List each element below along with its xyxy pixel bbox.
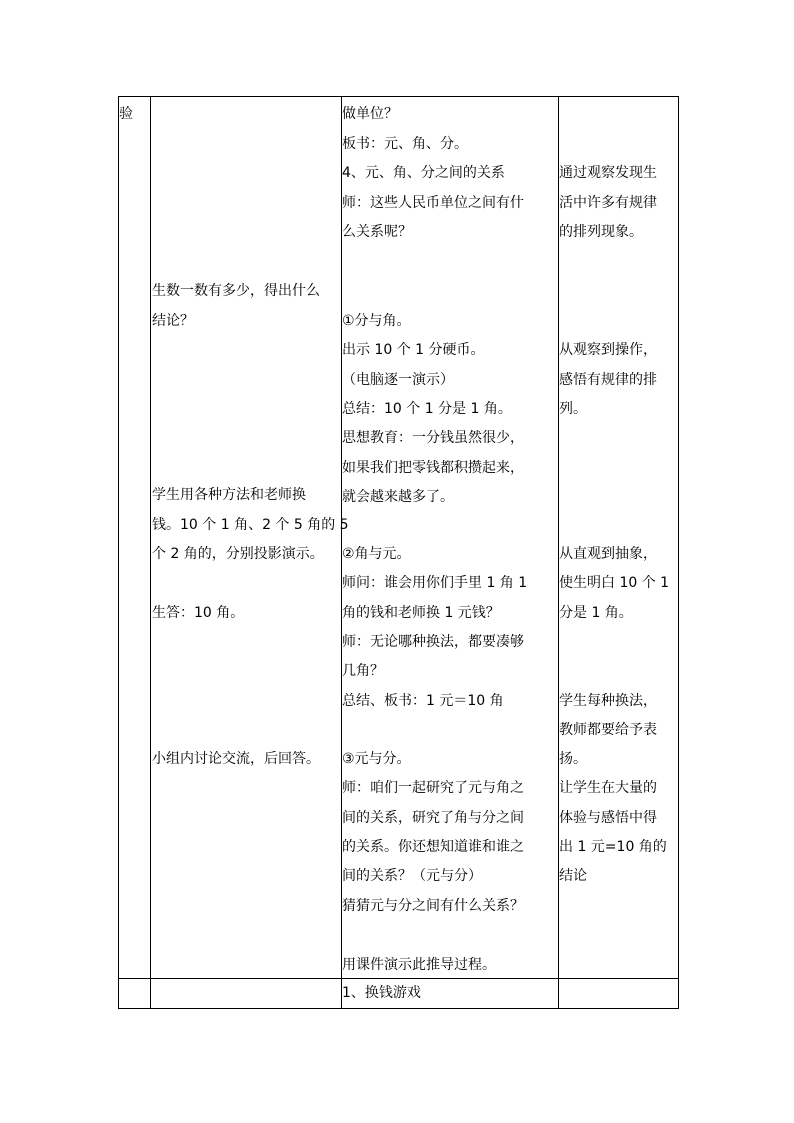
- student-activity-cell: [151, 97, 349, 979]
- design-intent-cell: [559, 979, 679, 1009]
- teacher-line: 师：咱们一起研究了元与角之: [342, 780, 524, 796]
- table-row: [119, 979, 679, 1009]
- student-line: 生答：10 角。: [152, 605, 245, 621]
- design-intent-cell: [559, 97, 679, 979]
- intent-line: 的排列现象。: [559, 224, 643, 240]
- teacher-line: 的关系。你还想知道谁和谁之: [342, 839, 524, 855]
- teacher-line: 做单位？: [342, 106, 398, 122]
- student-line: 个 2 角的，分别投影演示。: [152, 546, 324, 562]
- intent-line: 通过观察发现生: [559, 165, 657, 181]
- intent-line: 让学生在大量的: [559, 780, 657, 796]
- teacher-line: 师问：谁会用你们手里 1 角 1: [342, 575, 528, 591]
- stage-cell: [119, 97, 151, 979]
- intent-line: 从直观到抽象，: [559, 546, 657, 562]
- teacher-line: 用课件演示此推导过程。: [342, 957, 496, 973]
- student-line: 学生用各种方法和老师换: [152, 487, 306, 503]
- teacher-line: 板书：元、角、分。: [342, 136, 468, 152]
- teacher-line: 如果我们把零钱都积攒起来，: [342, 460, 524, 476]
- student-line: 小组内讨论交流，后回答。: [152, 751, 320, 767]
- intent-line: 使生明白 10 个 1: [559, 575, 670, 591]
- teacher-line: 思想教育：一分钱虽然很少，: [342, 430, 524, 446]
- teacher-line: 1、换钱游戏: [342, 985, 421, 1001]
- teacher-line: 角的钱和老师换 1 元钱？: [342, 605, 500, 621]
- teacher-activity-cell: [342, 979, 559, 1009]
- intent-line: 体验与感悟中得: [559, 810, 657, 826]
- teacher-line: 4、元、角、分之间的关系: [342, 165, 505, 181]
- intent-line: 教师都要给予表: [559, 722, 657, 738]
- intent-line: 结论: [559, 868, 587, 884]
- student-activity-cell: [151, 979, 342, 1009]
- intent-line: 分是 1 角。: [559, 605, 633, 621]
- stage-label: 验: [119, 106, 133, 122]
- teacher-line: ②角与元。: [342, 546, 411, 562]
- intent-line: 从观察到操作，: [559, 342, 657, 358]
- teacher-line: 出示 10 个 1 分硬币。: [342, 342, 485, 358]
- teacher-line: 间的关系，研究了角与分之间: [342, 810, 524, 826]
- intent-line: 扬。: [559, 751, 587, 767]
- stage-cell: [119, 979, 151, 1009]
- table-row: [119, 97, 679, 979]
- intent-line: 感悟有规律的排: [559, 372, 657, 388]
- teacher-line: 总结、板书：1 元＝10 角: [342, 693, 504, 709]
- teacher-line: （电脑逐一演示）: [342, 372, 454, 388]
- teacher-activity-cell: [342, 97, 559, 979]
- teacher-line: 猜猜元与分之间有什么关系？: [342, 898, 524, 914]
- teacher-line: 师：这些人民币单位之间有什: [342, 195, 524, 211]
- student-line: 结论？: [152, 313, 194, 329]
- teacher-line: ③元与分。: [342, 751, 411, 767]
- teacher-line: 就会越来越多了。: [342, 489, 454, 505]
- lesson-plan-table: [118, 96, 679, 1009]
- intent-line: 活中许多有规律: [559, 195, 657, 211]
- student-line: 生数一数有多少，得出什么: [152, 283, 320, 299]
- teacher-line: ①分与角。: [342, 313, 411, 329]
- teacher-line: 间的关系？（元与分）: [342, 868, 482, 884]
- teacher-line: 几角？: [342, 663, 384, 679]
- intent-line: 学生每种换法，: [559, 693, 657, 709]
- student-line: 钱。10 个 1 角、2 个 5 角的 5: [152, 517, 349, 533]
- teacher-line: 总结：10 个 1 分是 1 角。: [342, 401, 512, 417]
- teacher-line: 师：无论哪种换法，都要凑够: [342, 634, 524, 650]
- intent-line: 列。: [559, 401, 587, 417]
- intent-line: 出 1 元=10 角的: [559, 839, 667, 855]
- teacher-line: 么关系呢？: [342, 224, 412, 240]
